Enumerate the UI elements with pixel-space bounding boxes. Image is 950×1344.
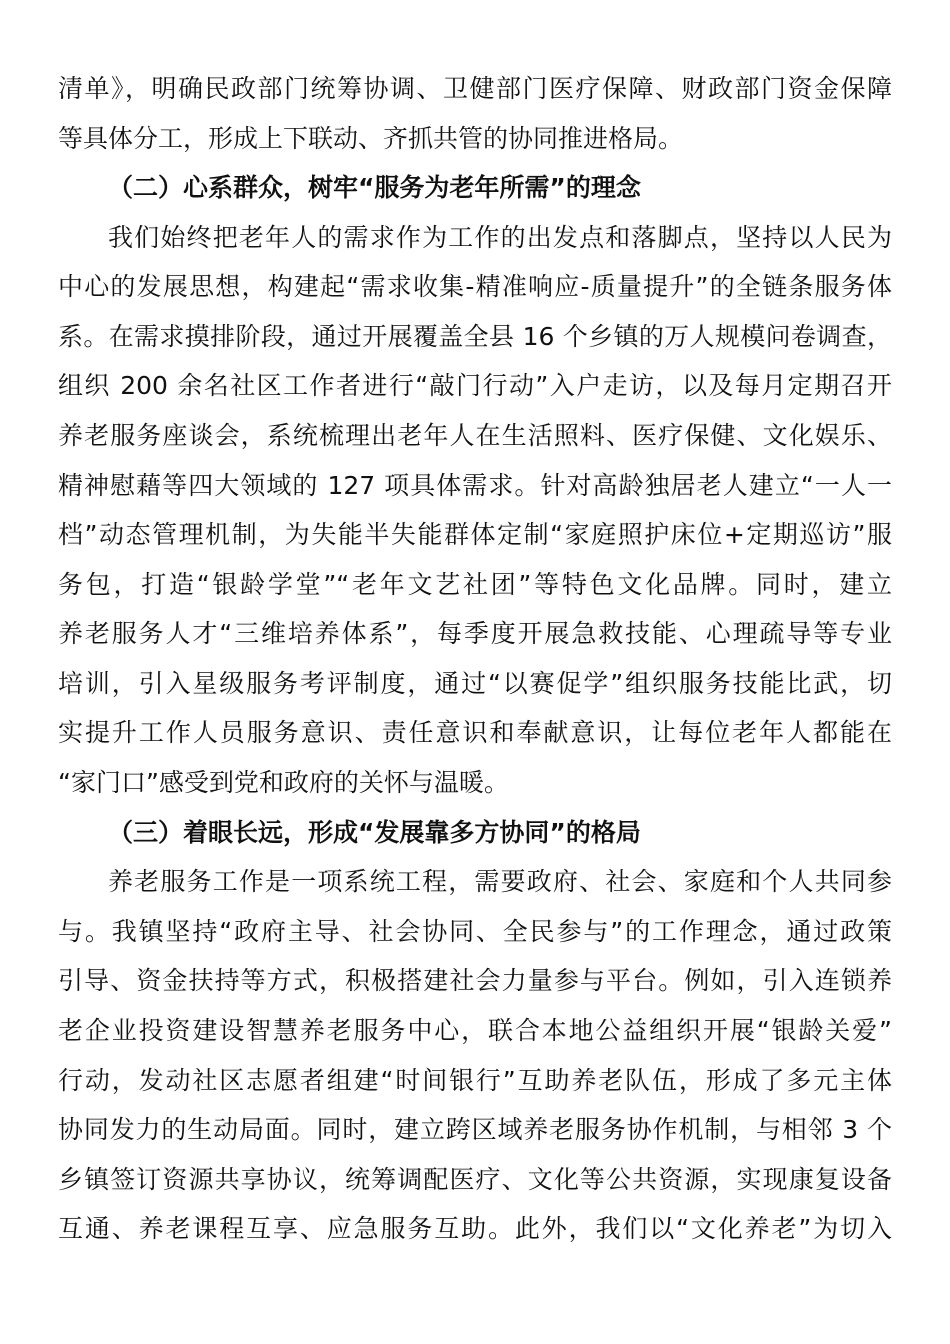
text-line-4: 我们始终把老年人的需求作为工作的出发点和落脚点，坚持以人民为 <box>108 223 892 252</box>
text-line-14: 实提升工作人员服务意识、责任意识和奉献意识，让每位老年人都能在 <box>58 718 892 747</box>
text-line-12: 养老服务人才“三维培养体系”，每季度开展急救技能、心理疏导等专业 <box>58 619 892 648</box>
text-line-24: 互通、养老课程互享、应急服务互助。此外，我们以“文化养老”为切入 <box>58 1214 892 1243</box>
section-heading-2: （二）心系群众，树牢“服务为老年所需”的理念 <box>108 173 641 202</box>
text-line-2: 等具体分工，形成上下联动、齐抓共管的协同推进格局。 <box>58 124 684 153</box>
text-line-23: 乡镇签订资源共享协议，统筹调配医疗、文化等公共资源，实现康复设备 <box>58 1165 892 1194</box>
text-line-21: 行动，发动社区志愿者组建“时间银行”互助养老队伍，形成了多元主体 <box>58 1066 892 1095</box>
text-line-1: 清单》，明确民政部门统筹协调、卫健部门医疗保障、财政部门资金保障 <box>58 74 892 103</box>
text-line-15: “家门口”感受到党和政府的关怀与温暖。 <box>58 768 509 797</box>
text-line-19: 引导、资金扶持等方式，积极搭建社会力量参与平台。例如，引入连锁养 <box>58 966 892 995</box>
section-heading-3: （三）着眼长远，形成“发展靠多方协同”的格局 <box>108 818 641 847</box>
text-line-13: 培训，引入星级服务考评制度，通过“以赛促学”组织服务技能比武，切 <box>58 669 892 698</box>
text-line-20: 老企业投资建设智慧养老服务中心，联合本地公益组织开展“银龄关爱” <box>58 1016 892 1045</box>
text-line-17: 养老服务工作是一项系统工程，需要政府、社会、家庭和个人共同参 <box>108 867 892 896</box>
text-line-6: 系。在需求摸排阶段，通过开展覆盖全县 16 个乡镇的万人规模问卷调查， <box>58 322 892 351</box>
text-line-22: 协同发力的生动局面。同时，建立跨区域养老服务协作机制，与相邻 3 个 <box>58 1115 892 1144</box>
text-line-11: 务包，打造“银龄学堂”“老年文艺社团”等特色文化品牌。同时，建立 <box>58 570 892 599</box>
text-line-9: 精神慰藉等四大领域的 127 项具体需求。针对高龄独居老人建立“一人一 <box>58 471 892 500</box>
text-line-8: 养老服务座谈会，系统梳理出老年人在生活照料、医疗保健、文化娱乐、 <box>58 421 892 450</box>
text-line-5: 中心的发展思想，构建起“需求收集-精准响应-质量提升”的全链条服务体 <box>58 272 892 301</box>
text-line-18: 与。我镇坚持“政府主导、社会协同、全民参与”的工作理念，通过政策 <box>58 917 892 946</box>
text-line-10: 档”动态管理机制，为失能半失能群体定制“家庭照护床位+定期巡访”服 <box>58 520 892 549</box>
text-line-7: 组织 200 余名社区工作者进行“敲门行动”入户走访，以及每月定期召开 <box>58 371 892 400</box>
